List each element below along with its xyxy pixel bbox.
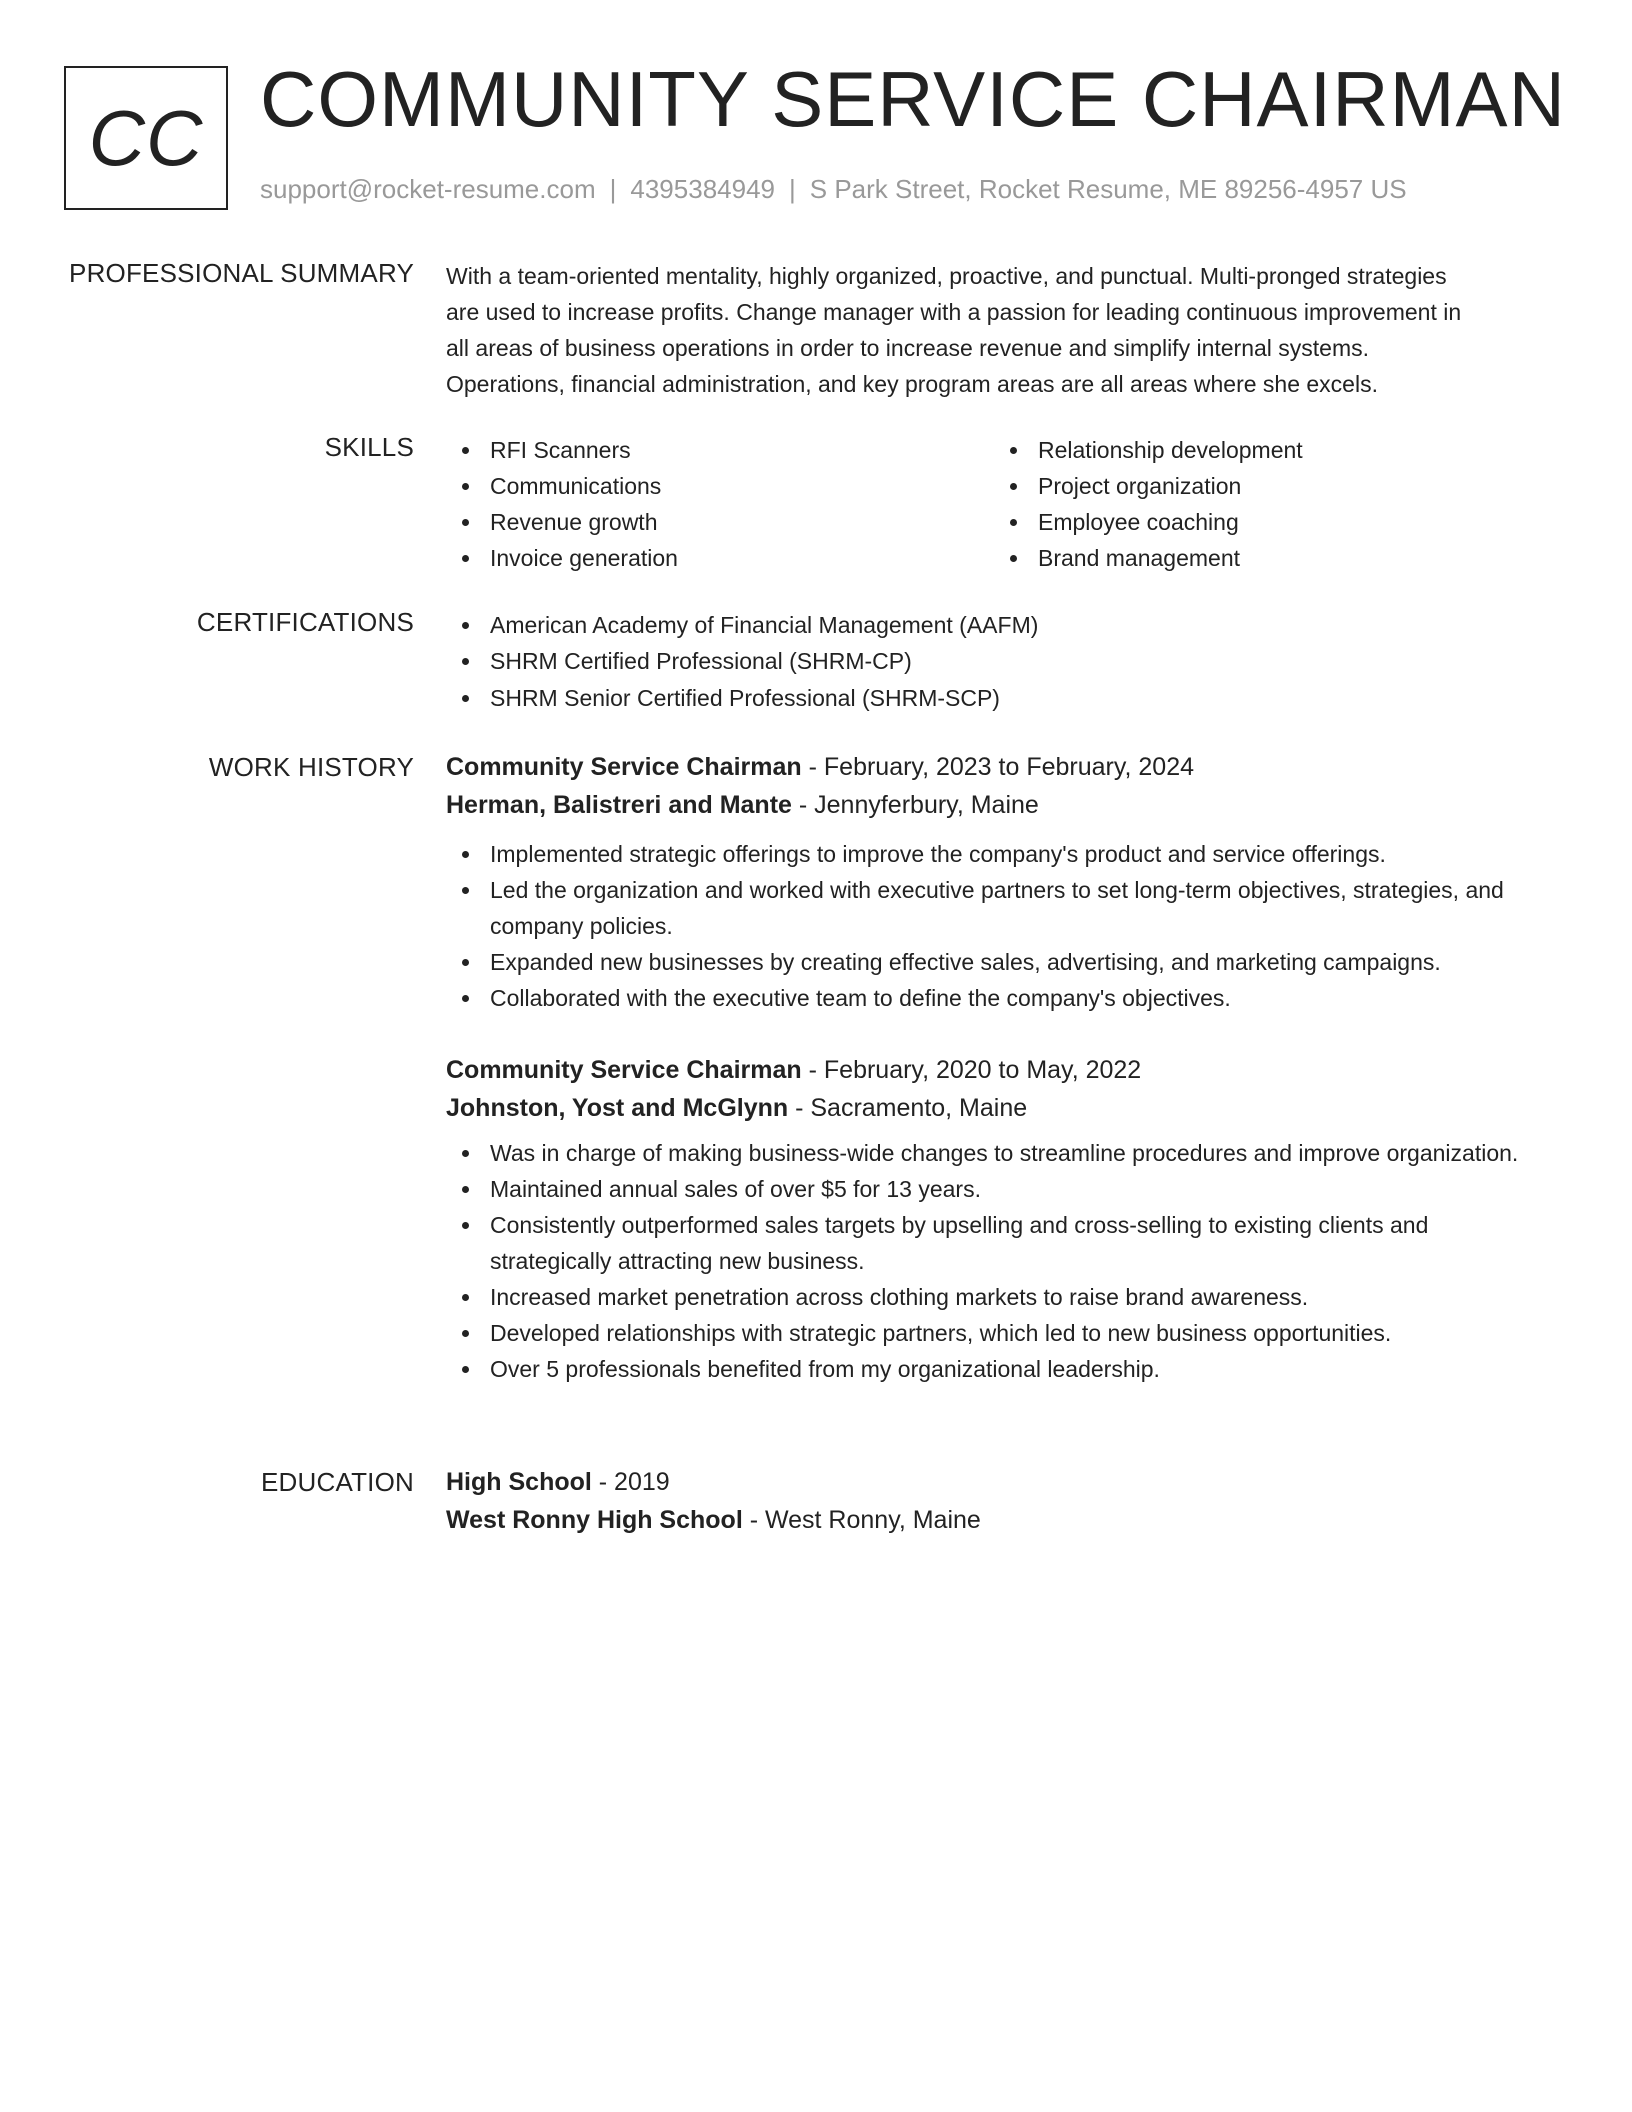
skill-item: Project organization bbox=[994, 468, 1542, 504]
education-school-line bbox=[446, 1501, 1546, 1539]
summary-line: all areas of business operations in order to increase revenue and simplify internal systems. bbox=[446, 335, 1370, 361]
skill-item: Communications bbox=[446, 468, 994, 504]
education-entry bbox=[446, 1463, 1546, 1539]
job-company-line bbox=[446, 1089, 1546, 1127]
contact-line bbox=[260, 174, 1407, 205]
job-entry bbox=[446, 1051, 1546, 1387]
job-bullet: Maintained annual sales of over $5 for 13 years. bbox=[446, 1171, 1546, 1207]
education-location: - West Ronny, Maine bbox=[742, 1506, 981, 1534]
job-dates: - February, 2020 to May, 2022 bbox=[801, 1056, 1142, 1084]
contact-address: S Park Street, Rocket Resume, ME 89256-4957 US bbox=[809, 174, 1407, 204]
section-label-skills: SKILLS bbox=[324, 432, 414, 462]
skills-list bbox=[446, 432, 1546, 576]
job-bullet: Developed relationships with strategic partners, which led to new business opportunities. bbox=[446, 1315, 1546, 1351]
certification-item: American Academy of Financial Management (AAFM) bbox=[446, 607, 1546, 643]
skill-item: Invoice generation bbox=[446, 540, 994, 576]
job-bullets bbox=[446, 836, 1546, 1016]
contact-separator: | bbox=[609, 174, 617, 204]
resume-title: COMMUNITY SERVICE CHAIRMAN bbox=[260, 55, 1566, 143]
job-location: - Jennyferbury, Maine bbox=[791, 791, 1039, 819]
job-entry bbox=[446, 748, 1546, 1016]
job-title: Community Service Chairman bbox=[446, 1056, 802, 1084]
skill-item: RFI Scanners bbox=[446, 432, 994, 468]
job-dates: - February, 2023 to February, 2024 bbox=[801, 753, 1195, 781]
monogram-logo: CC bbox=[64, 66, 228, 210]
job-location: - Sacramento, Maine bbox=[788, 1094, 1028, 1122]
education-school: West Ronny High School bbox=[446, 1506, 743, 1534]
skills-column-right bbox=[994, 432, 1542, 576]
contact-separator: | bbox=[789, 174, 796, 204]
summary-text bbox=[446, 258, 1546, 402]
summary-line: With a team-oriented mentality, highly organized, proactive, and punctual. Multi-pronged strategies bbox=[446, 263, 1447, 289]
job-company: Herman, Balistreri and Mante bbox=[446, 791, 792, 819]
summary-line: Operations, financial administration, and key program areas are all areas where she excels. bbox=[446, 371, 1378, 397]
job-bullet: Consistently outperformed sales targets by upselling and cross-selling to existing clients and strategically attracting new business. bbox=[446, 1207, 1546, 1279]
job-title: Community Service Chairman bbox=[446, 753, 802, 781]
job-bullet: Increased market penetration across clothing markets to raise brand awareness. bbox=[446, 1279, 1546, 1315]
skill-item: Brand management bbox=[994, 540, 1542, 576]
job-bullet: Was in charge of making business-wide changes to streamline procedures and improve organization. bbox=[446, 1135, 1546, 1171]
education-degree: High School bbox=[446, 1468, 592, 1496]
section-label-work-history: WORK HISTORY bbox=[208, 752, 414, 782]
skills-column-left bbox=[446, 432, 994, 576]
job-bullet: Expanded new businesses by creating effective sales, advertising, and marketing campaigns. bbox=[446, 944, 1546, 980]
job-company-line bbox=[446, 786, 1546, 824]
certifications-list bbox=[446, 607, 1546, 716]
contact-phone[interactable]: 4395384949 bbox=[630, 174, 775, 204]
skill-item: Relationship development bbox=[994, 432, 1542, 468]
certification-item: SHRM Certified Professional (SHRM-CP) bbox=[446, 643, 1546, 679]
job-title-line bbox=[446, 1051, 1546, 1089]
job-title-line bbox=[446, 748, 1546, 786]
skill-item: Revenue growth bbox=[446, 504, 994, 540]
job-bullet: Led the organization and worked with executive partners to set long-term objectives, strategies, and company policies. bbox=[446, 872, 1546, 944]
contact-email[interactable]: support@rocket-resume.com bbox=[260, 174, 596, 204]
section-label-education: EDUCATION bbox=[261, 1467, 414, 1497]
job-bullet: Implemented strategic offerings to improve the company's product and service offerings. bbox=[446, 836, 1546, 872]
education-degree-line bbox=[446, 1463, 1546, 1501]
summary-line: are used to increase profits. Change manager with a passion for leading continuous improvement in bbox=[446, 299, 1462, 325]
job-bullet: Collaborated with the executive team to define the company's objectives. bbox=[446, 980, 1546, 1016]
certification-item: SHRM Senior Certified Professional (SHRM-SCP) bbox=[446, 680, 1546, 716]
skill-item: Employee coaching bbox=[994, 504, 1542, 540]
job-bullet: Over 5 professionals benefited from my organizational leadership. bbox=[446, 1351, 1546, 1387]
section-label-certifications: CERTIFICATIONS bbox=[196, 607, 414, 637]
section-label-summary: PROFESSIONAL SUMMARY bbox=[69, 258, 414, 288]
job-company: Johnston, Yost and McGlynn bbox=[446, 1094, 789, 1122]
job-bullets bbox=[446, 1135, 1546, 1387]
education-year: - 2019 bbox=[591, 1468, 670, 1496]
